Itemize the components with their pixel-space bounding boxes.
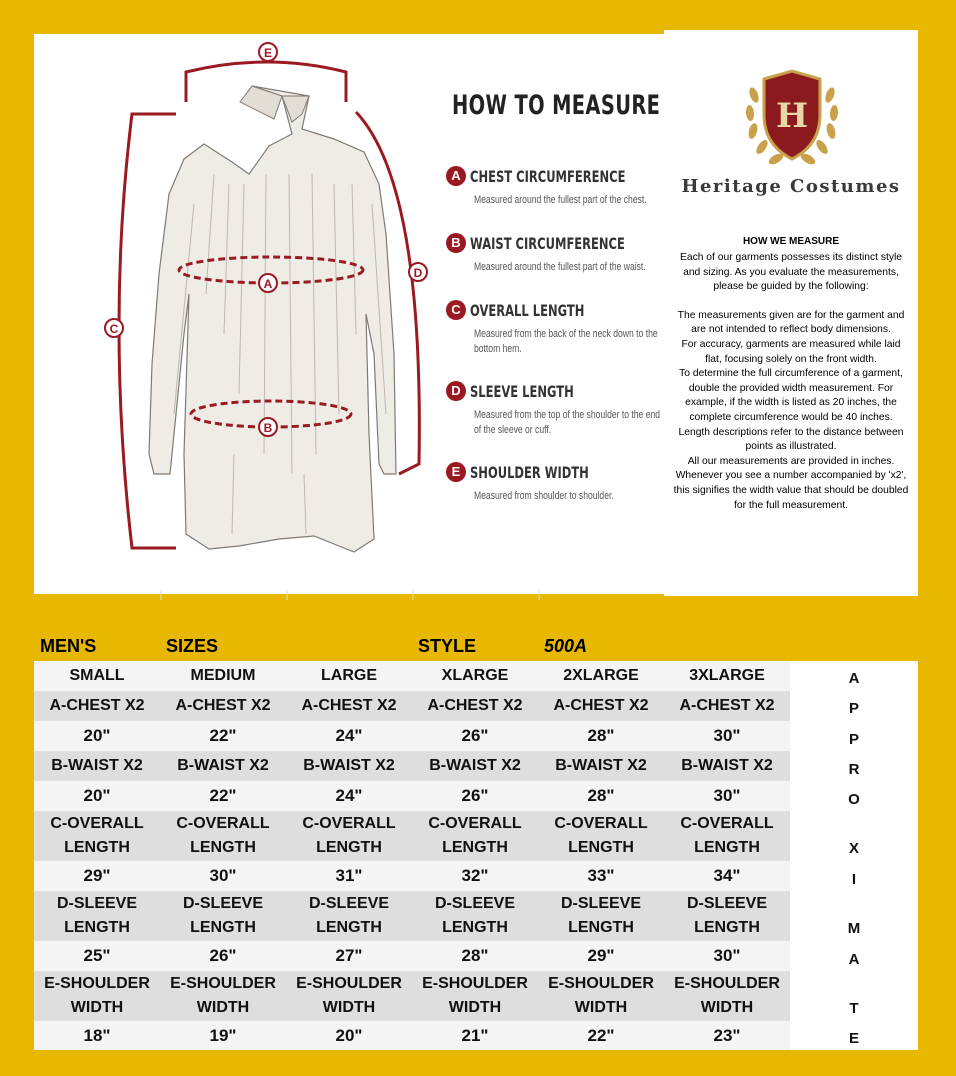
diagram-letter-d: D — [413, 266, 423, 280]
shoulder-label-cell — [286, 971, 412, 1021]
chest-value-cell: 20" — [34, 721, 160, 751]
sleeve-value-cell: 27" — [286, 941, 412, 971]
label-line-1: E-SHOULDER — [296, 975, 402, 992]
waist-value-cell: 24" — [286, 781, 412, 811]
how-paragraph: Whenever you see a number accompanied by 'x2', this signifies the width value that should be doubled for the full measurement. — [673, 470, 909, 511]
approx-letter: E — [848, 1030, 859, 1047]
diagram-letter-c: C — [109, 322, 119, 336]
chest-label-cell: A-CHEST X2 — [538, 691, 664, 721]
shoulder-value-cell: 21" — [412, 1021, 538, 1050]
label-line-1: D-SLEEVE — [308, 895, 389, 912]
size-header-row — [34, 661, 790, 691]
waist-label-cell: B-WAIST X2 — [664, 751, 790, 781]
chest-value-cell: 30" — [664, 721, 790, 751]
size-2xlarge: 2XLARGE — [538, 661, 664, 691]
chest-label-cell: A-CHEST X2 — [160, 691, 286, 721]
badge-b: B — [446, 233, 466, 253]
label-line-1: C-OVERALL — [554, 815, 648, 832]
length-label-cell — [664, 811, 790, 861]
approx-letter: X — [848, 840, 859, 857]
table-row-chest-values — [34, 721, 790, 751]
header-mens: MEN'S — [40, 636, 97, 656]
label-line-1: C-OVERALL — [176, 815, 270, 832]
sleeve-value-cell: 29" — [538, 941, 664, 971]
table-row-sleeve-label — [34, 891, 790, 941]
label-line-2: WIDTH — [70, 999, 124, 1016]
label-line-1: C-OVERALL — [680, 815, 774, 832]
chest-value-cell: 28" — [538, 721, 664, 751]
approximate-vertical-label — [790, 661, 918, 1050]
size-medium: MEDIUM — [160, 661, 286, 691]
waist-label-cell: B-WAIST X2 — [412, 751, 538, 781]
measure-heading: SHOULDER WIDTH — [470, 463, 589, 482]
waist-value-cell: 26" — [412, 781, 538, 811]
measure-description: Measured from the top of the shoulder to the end of the sleeve or cuff. — [474, 409, 661, 436]
how-paragraph: For accuracy, garments are measured while laid flat, focusing solely on the front width. — [681, 338, 901, 365]
label-line-2: LENGTH — [316, 919, 382, 936]
length-value-cell: 32" — [412, 861, 538, 891]
length-label-cell — [34, 811, 160, 861]
approx-letter: A — [848, 951, 860, 968]
how-intro: Each of our garments possesses its distinct style and sizing. As you evaluate the measurements, please be guided by the following: — [679, 252, 903, 293]
size-3xlarge: 3XLARGE — [664, 661, 790, 691]
label-line-2: LENGTH — [190, 839, 256, 856]
size-chart-table — [34, 661, 790, 1050]
shoulder-label-cell — [34, 971, 160, 1021]
shoulder-value-cell: 22" — [538, 1021, 664, 1050]
waist-label-cell: B-WAIST X2 — [34, 751, 160, 781]
shoulder-value-cell: 23" — [664, 1021, 790, 1050]
table-row-sleeve-values — [34, 941, 790, 971]
label-line-1: E-SHOULDER — [422, 975, 528, 992]
approx-letter: O — [848, 791, 860, 808]
approx-letter: P — [848, 700, 859, 717]
waist-value-cell: 20" — [34, 781, 160, 811]
label-line-1: D-SLEEVE — [434, 895, 515, 912]
how-we-measure-body — [672, 251, 910, 513]
sleeve-label-cell — [160, 891, 286, 941]
diagram-letter-a: A — [263, 277, 273, 291]
label-line-2: LENGTH — [568, 919, 634, 936]
sleeve-label-cell — [286, 891, 412, 941]
chest-label-cell: A-CHEST X2 — [664, 691, 790, 721]
waist-label-cell: B-WAIST X2 — [160, 751, 286, 781]
shoulder-label-cell — [160, 971, 286, 1021]
label-line-1: D-SLEEVE — [686, 895, 767, 912]
label-line-1: D-SLEEVE — [56, 895, 137, 912]
label-line-2: WIDTH — [448, 999, 502, 1016]
chest-value-cell: 22" — [160, 721, 286, 751]
sleeve-label-cell — [34, 891, 160, 941]
shoulder-label-cell — [538, 971, 664, 1021]
measure-heading: SLEEVE LENGTH — [470, 382, 574, 401]
label-line-2: LENGTH — [694, 839, 760, 856]
badge-e: E — [446, 462, 466, 482]
brand-panel — [664, 30, 918, 596]
label-line-2: WIDTH — [322, 999, 376, 1016]
chest-label-cell: A-CHEST X2 — [412, 691, 538, 721]
label-line-1: C-OVERALL — [302, 815, 396, 832]
how-paragraph: The measurements given are for the garment and are not intended to reflect body dimensions. — [677, 309, 905, 336]
sleeve-label-cell — [664, 891, 790, 941]
size-large: LARGE — [286, 661, 412, 691]
waist-label-cell: B-WAIST X2 — [538, 751, 664, 781]
label-line-1: C-OVERALL — [428, 815, 522, 832]
table-row-shoulder-label — [34, 971, 790, 1021]
label-line-1: D-SLEEVE — [560, 895, 641, 912]
waist-label-cell: B-WAIST X2 — [286, 751, 412, 781]
badge-d: D — [446, 381, 466, 401]
measure-description: Measured around the fullest part of the waist. — [474, 261, 646, 273]
approx-letter: R — [848, 761, 860, 778]
approx-letter: M — [847, 920, 861, 937]
approx-letter: A — [848, 670, 860, 687]
chest-value-cell: 26" — [412, 721, 538, 751]
waist-value-cell: 30" — [664, 781, 790, 811]
measure-description: Measured around the fullest part of the chest. — [474, 194, 647, 206]
shirt-body — [149, 86, 396, 552]
sleeve-label-cell — [412, 891, 538, 941]
length-label-cell — [286, 811, 412, 861]
sleeve-label-cell — [538, 891, 664, 941]
length-label-cell — [412, 811, 538, 861]
badge-c: C — [446, 300, 466, 320]
label-line-2: LENGTH — [316, 839, 382, 856]
shoulder-value-cell: 20" — [286, 1021, 412, 1050]
measure-guide-panel — [34, 34, 664, 594]
how-paragraph: Length descriptions refer to the distance between points as illustrated. — [678, 426, 904, 453]
brand-name: Heritage Costumes — [681, 176, 901, 197]
length-value-cell: 34" — [664, 861, 790, 891]
measure-heading: WAIST CIRCUMFERENCE — [470, 234, 625, 253]
chest-label-cell: A-CHEST X2 — [34, 691, 160, 721]
shoulder-value-cell: 19" — [160, 1021, 286, 1050]
sleeve-value-cell: 30" — [664, 941, 790, 971]
label-line-2: LENGTH — [568, 839, 634, 856]
label-line-2: LENGTH — [64, 839, 130, 856]
logo-letter: H — [775, 96, 809, 136]
length-value-cell: 33" — [538, 861, 664, 891]
table-row-waist-label — [34, 751, 790, 781]
label-line-2: WIDTH — [700, 999, 754, 1016]
label-line-1: E-SHOULDER — [674, 975, 780, 992]
how-paragraph: To determine the full circumference of a garment, double the provided width measurement. For example, if the width is listed as 20 inches, the complete circumference would be 40 inches. — [679, 368, 903, 423]
length-label-cell — [160, 811, 286, 861]
label-line-2: LENGTH — [442, 839, 508, 856]
how-we-measure-title: HOW WE MEASURE — [742, 236, 840, 247]
label-line-2: LENGTH — [190, 919, 256, 936]
diagram-letter-b: B — [263, 421, 273, 435]
table-row-shoulder-values — [34, 1021, 790, 1050]
table-row-waist-values — [34, 781, 790, 811]
label-line-1: C-OVERALL — [50, 815, 144, 832]
length-label-cell — [538, 811, 664, 861]
label-line-2: WIDTH — [574, 999, 628, 1016]
how-to-measure-title: HOW TO MEASURE — [452, 90, 661, 121]
badge-a: A — [446, 166, 466, 186]
size-xlarge: XLARGE — [412, 661, 538, 691]
approx-letter: I — [851, 871, 857, 888]
approx-letter: P — [848, 731, 859, 748]
table-row-length-values — [34, 861, 790, 891]
header-sizes: SIZES — [166, 636, 219, 656]
table-row-chest-label — [34, 691, 790, 721]
waist-value-cell: 22" — [160, 781, 286, 811]
heritage-logo — [744, 65, 840, 169]
shoulder-label-cell — [412, 971, 538, 1021]
sleeve-value-cell: 25" — [34, 941, 160, 971]
shoulder-label-cell — [664, 971, 790, 1021]
waist-value-cell: 28" — [538, 781, 664, 811]
sleeve-value-cell: 28" — [412, 941, 538, 971]
label-line-2: WIDTH — [196, 999, 250, 1016]
size-small: SMALL — [34, 661, 160, 691]
label-line-2: LENGTH — [64, 919, 130, 936]
column-tick-marks — [34, 590, 664, 602]
approx-letter: T — [849, 1000, 859, 1017]
chest-label-cell: A-CHEST X2 — [286, 691, 412, 721]
diagram-letter-e: E — [263, 46, 273, 60]
label-line-2: LENGTH — [442, 919, 508, 936]
table-row-length-label — [34, 811, 790, 861]
length-value-cell: 29" — [34, 861, 160, 891]
label-line-1: E-SHOULDER — [170, 975, 276, 992]
how-paragraph: All our measurements are provided in inches. — [687, 455, 895, 467]
shoulder-value-cell: 18" — [34, 1021, 160, 1050]
label-line-1: D-SLEEVE — [182, 895, 263, 912]
label-line-2: LENGTH — [694, 919, 760, 936]
length-value-cell: 31" — [286, 861, 412, 891]
length-value-cell: 30" — [160, 861, 286, 891]
measure-description: Measured from the back of the neck down to the bottom hem. — [474, 328, 658, 355]
measure-description: Measured from shoulder to shoulder. — [474, 490, 614, 502]
chest-value-cell: 24" — [286, 721, 412, 751]
measure-heading: CHEST CIRCUMFERENCE — [470, 167, 626, 186]
sleeve-value-cell: 26" — [160, 941, 286, 971]
measure-heading: OVERALL LENGTH — [470, 301, 585, 320]
label-line-1: E-SHOULDER — [548, 975, 654, 992]
label-line-1: E-SHOULDER — [44, 975, 150, 992]
header-style: STYLE — [418, 636, 477, 656]
header-style-code: 500A — [544, 636, 588, 656]
